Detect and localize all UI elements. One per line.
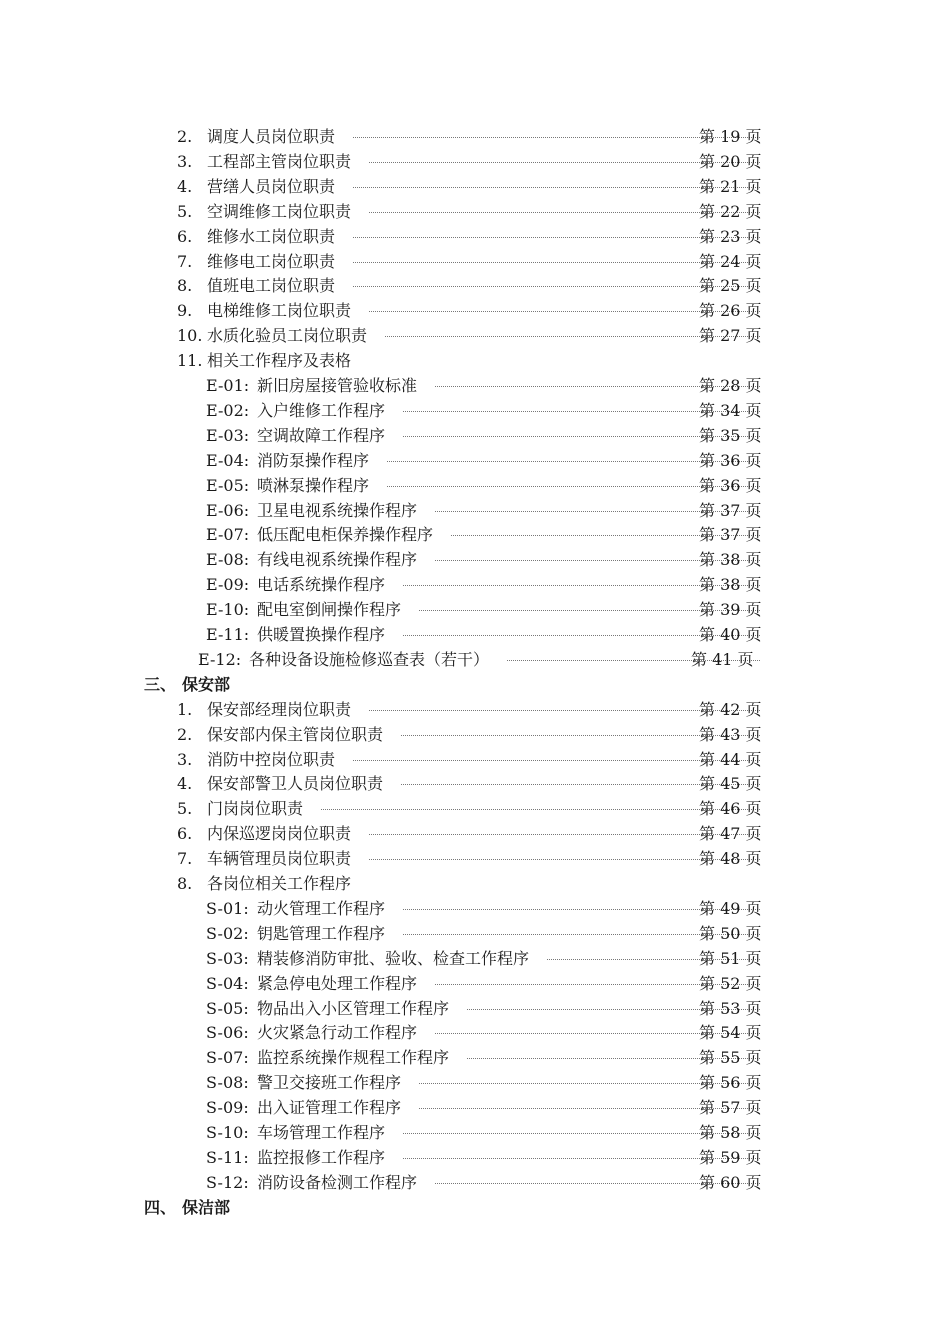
toc-title: 低压配电柜保养操作程序 [257,525,434,545]
toc-entry [0,772,950,796]
toc-page-number: 第 24 页 [699,251,762,271]
toc-title: 电梯维修工岗位职责 [207,301,352,321]
toc-title: 空调维修工岗位职责 [207,201,352,221]
toc-title: 调度人员岗位职责 [207,127,336,146]
toc-sub-entry [0,1146,950,1170]
toc-number: 3. [177,749,193,769]
toc-number: E-05: [206,475,250,495]
toc-entry [0,822,950,846]
toc-page-number: 第 52 页 [699,973,762,993]
toc-title: 消防设备检测工作程序 [257,1172,418,1192]
toc-page-number: 第 45 页 [699,774,762,794]
dot-leader [321,809,760,810]
toc-sub-entry [0,1096,950,1120]
toc-title: 火灾紧急行动工作程序 [257,1023,418,1043]
toc-page-number: 第 54 页 [699,1023,762,1043]
toc-number: 7. [177,251,193,271]
toc-page-number: 第 36 页 [699,450,762,470]
toc-number: 8. [177,276,193,296]
toc-page-number: 第 35 页 [699,425,762,445]
toc-number: E-09: [206,575,250,595]
toc-entry [0,723,950,747]
toc-page-number: 第 53 页 [699,998,762,1018]
toc-number: S-05: [206,998,249,1018]
toc-number: 2. [177,127,193,146]
toc-number: 4. [177,176,193,196]
toc-sub-entry [0,1021,950,1045]
toc-number: E-03: [206,425,250,445]
toc-sub-entry [0,922,950,946]
toc-page-number: 第 23 页 [699,226,762,246]
toc-sub-entry [0,648,950,672]
toc-title: 消防泵操作程序 [257,450,370,470]
toc-page-number: 第 48 页 [699,849,762,869]
toc-title: 内保巡逻岗岗位职责 [207,824,352,844]
toc-title: 工程部主管岗位职责 [207,151,352,171]
toc-title: 消防中控岗位职责 [207,749,336,769]
toc-title: 配电室倒闸操作程序 [257,600,402,620]
toc-entry [0,150,950,174]
toc-number: E-01: [206,376,250,395]
toc-page-number: 第 27 页 [699,326,762,346]
toc-number: E-08: [206,550,250,570]
toc-page-number: 第 19 页 [699,127,762,146]
toc-title: 各岗位相关工作程序 [207,874,352,893]
toc-page-number: 第 44 页 [699,749,762,769]
toc-page-number: 第 57 页 [699,1098,762,1118]
toc-title: 出入证管理工作程序 [257,1098,402,1118]
toc-page-number: 第 36 页 [699,475,762,495]
toc-number: 5. [177,201,193,221]
toc-page-number: 第 58 页 [699,1123,762,1142]
toc-number: E-12: [198,649,242,669]
toc-title: 监控报修工作程序 [257,1147,386,1167]
toc-sub-entry [0,499,950,523]
toc-page-number: 第 56 页 [699,1073,762,1093]
toc-entry [0,872,950,896]
toc-page-number: 第 20 页 [699,151,762,171]
toc-title: 相关工作程序及表格 [207,351,352,371]
toc-sub-entry [0,449,950,473]
toc-page-number: 第 37 页 [699,500,762,520]
toc-page-number: 第 38 页 [699,575,762,595]
toc-number: 11. [177,351,203,371]
toc-title: 维修电工岗位职责 [207,251,336,271]
toc-page-number: 第 37 页 [699,525,762,545]
toc-entry [0,349,950,373]
toc-title: 钥匙管理工作程序 [257,923,386,943]
toc-number: E-04: [206,450,250,470]
toc-page-number: 第 26 页 [699,301,762,321]
toc-sub-entry [0,548,950,572]
toc-entry [0,698,950,722]
toc-title: 入户维修工作程序 [257,400,386,420]
toc-page-number: 第 34 页 [699,400,762,420]
toc-entry [0,250,950,274]
toc-entry [0,200,950,224]
toc-number: 6. [177,226,193,246]
toc-number: S-06: [206,1023,249,1043]
toc-page-number: 第 43 页 [699,724,762,744]
toc-number: S-03: [206,948,249,968]
toc-number: S-10: [206,1123,249,1142]
toc-page-number: 第 49 页 [699,898,762,918]
toc-title: 保安部警卫人员岗位职责 [207,774,384,794]
toc-entry [0,225,950,249]
toc-page-number: 第 25 页 [699,276,762,296]
toc-number: S-08: [206,1073,249,1093]
toc-page-number: 第 47 页 [699,824,762,844]
toc-number: E-06: [206,500,250,520]
toc-number: 2. [177,724,193,744]
toc-sub-entry [0,474,950,498]
toc-title: 车辆管理员岗位职责 [207,849,352,869]
toc-entry [0,274,950,298]
toc-title: 门岗岗位职责 [207,799,304,819]
toc-sub-entry [0,1121,950,1145]
toc-title: 电话系统操作程序 [257,575,386,595]
toc-page-number: 第 55 页 [699,1048,762,1068]
toc-title: 营缮人员岗位职责 [207,176,336,196]
toc-number: S-04: [206,973,249,993]
toc-title: 保洁部 [182,1197,231,1217]
toc-title: 空调故障工作程序 [257,425,386,445]
toc-page-number: 第 50 页 [699,923,762,943]
toc-sub-entry [0,399,950,423]
toc-title: 水质化验员工岗位职责 [207,326,368,346]
toc-entry [0,748,950,772]
toc-page-number: 第 28 页 [699,376,762,395]
toc-page-number: 第 60 页 [699,1172,762,1192]
toc-title: 保安部内保主管岗位职责 [207,724,384,744]
toc-title: 各种设备设施检修巡查表（若干） [249,649,490,669]
toc-number: E-07: [206,525,250,545]
toc-number: 9. [177,301,193,321]
toc-sub-entry [0,623,950,647]
toc-number: 10. [177,326,203,346]
toc-number: 四、 [144,1197,177,1217]
toc-page-number: 第 21 页 [699,176,762,196]
toc-title: 警卫交接班工作程序 [257,1073,402,1093]
toc-title: 有线电视系统操作程序 [257,550,418,570]
toc-title: 喷淋泵操作程序 [257,475,370,495]
toc-title: 监控系统操作规程工作程序 [257,1048,450,1068]
toc-number: S-12: [206,1172,249,1192]
toc-entry [0,797,950,821]
toc-page-number: 第 40 页 [699,625,762,644]
toc-page-number: 第 59 页 [699,1147,762,1167]
toc-sub-entry [0,523,950,547]
toc-title: 供暖置换操作程序 [257,625,386,644]
toc-entry [0,175,950,199]
toc-title: 精装修消防审批、验收、检查工作程序 [257,948,530,968]
toc-number: 6. [177,824,193,844]
toc-number: 1. [177,699,193,719]
toc-number: 8. [177,874,193,893]
toc-entry [0,125,950,149]
toc-sub-entry [0,897,950,921]
toc-page-number: 第 51 页 [699,948,762,968]
toc-sub-entry [0,947,950,971]
toc-entry [0,299,950,323]
toc-sub-entry [0,424,950,448]
toc-title: 值班电工岗位职责 [207,276,336,296]
toc-number: S-07: [206,1048,249,1068]
toc-sub-entry [0,598,950,622]
toc-entry [0,324,950,348]
toc-title: 车场管理工作程序 [257,1123,386,1142]
toc-title: 紧急停电处理工作程序 [257,973,418,993]
toc-sub-entry [0,1071,950,1095]
toc-number: E-11: [206,625,250,644]
toc-title: 物品出入小区管理工作程序 [257,998,450,1018]
toc-title: 保安部 [182,674,231,694]
toc-sub-entry [0,573,950,597]
toc-number: S-01: [206,898,249,918]
toc-sub-entry [0,374,950,398]
toc-sub-entry [0,997,950,1021]
toc-section [0,673,950,697]
toc-sub-entry [0,1046,950,1070]
toc-number: E-10: [206,600,250,620]
toc-page-number: 第 39 页 [699,600,762,620]
toc-title: 卫星电视系统操作程序 [257,500,418,520]
toc-title: 动火管理工作程序 [257,898,386,918]
toc-title: 维修水工岗位职责 [207,226,336,246]
toc-title: 保安部经理岗位职责 [207,699,352,719]
toc-entry [0,847,950,871]
toc-sub-entry [0,972,950,996]
toc-number: 4. [177,774,193,794]
toc-number: S-02: [206,923,249,943]
toc-number: S-11: [206,1147,249,1167]
toc-page-number: 第 41 页 [691,649,754,669]
toc-number: 5. [177,799,193,819]
toc-page-number: 第 46 页 [699,799,762,819]
toc-sub-entry [0,1171,950,1195]
toc-page-number: 第 38 页 [699,550,762,570]
toc-section [0,1196,950,1220]
toc-page-number: 第 22 页 [699,201,762,221]
toc-page-number: 第 42 页 [699,699,762,719]
toc-number: E-02: [206,400,250,420]
toc-title: 新旧房屋接管验收标准 [257,376,418,395]
toc-number: 三、 [144,674,177,694]
toc-number: S-09: [206,1098,249,1118]
toc-number: 7. [177,849,193,869]
toc-number: 3. [177,151,193,171]
